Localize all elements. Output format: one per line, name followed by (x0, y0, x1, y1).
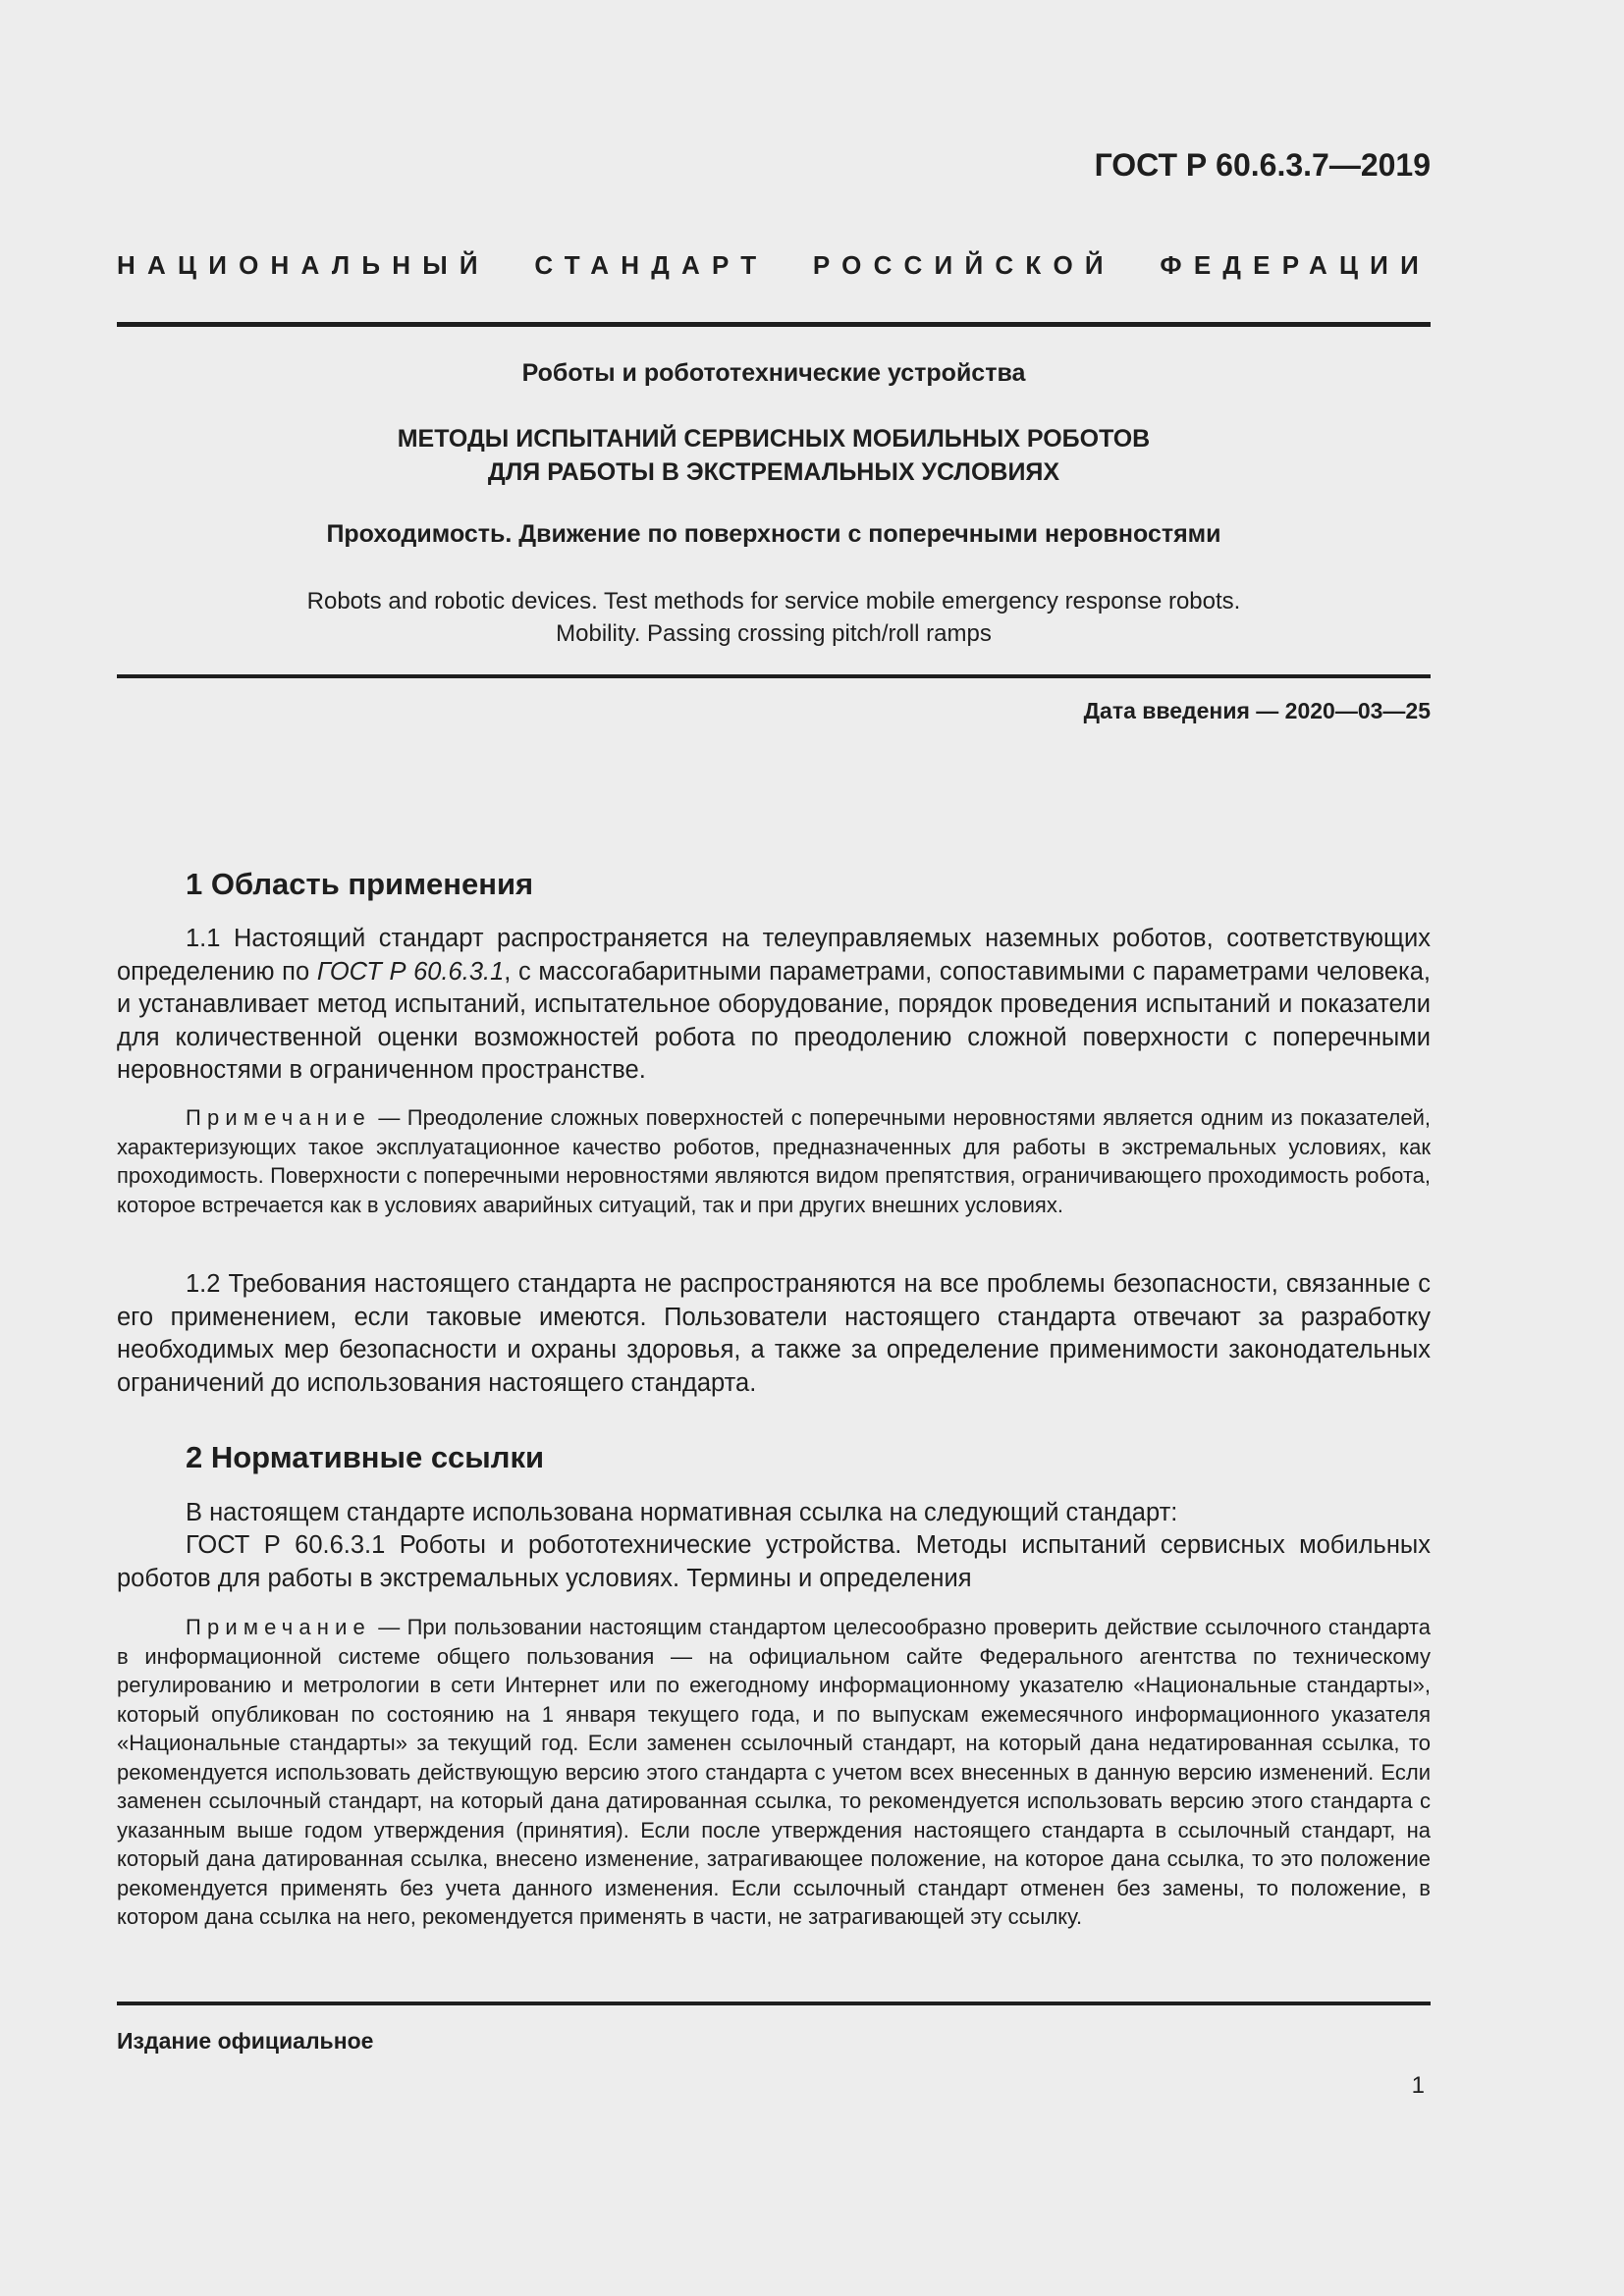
section-2-heading: 2 Нормативные ссылки (186, 1440, 545, 1474)
main-title-line-2: ДЛЯ РАБОТЫ В ЭКСТРЕМАЛЬНЫХ УСЛОВИЯХ (487, 458, 1060, 486)
main-title-line-1: МЕТОДЫ ИСПЫТАНИЙ СЕРВИСНЫХ МОБИЛЬНЫХ РОБОТОВ (397, 425, 1151, 453)
standard-reference-link: ГОСТ Р 60.6.3.1 (316, 957, 505, 986)
main-title (117, 422, 1431, 489)
paragraph-1-1-text-end: , с массогабаритными параметрами, сопоставимыми с параметрами человека, и устанавливает метод испытаний, испытательное оборудование, порядок проведения испытаний и показатели для количественной оценки возможностей робота по преодолению сложной поверхности с поперечными неровностями в ограниченном пространстве. (117, 957, 1431, 1084)
paragraph-1-2: 1.2 Требования настоящего стандарта не распространяются на все проблемы безопасности, связанные с его применением, если таковые имеются. Пользователи настоящего стандарта отвечают за разработку необходимых мер безопасности и охраны здоровья, а также за определение применимости законодательных ограничений до использования настоящего стандарта. (117, 1270, 1431, 1397)
section-1-heading: 1 Область применения (186, 867, 534, 901)
top-divider (117, 322, 1431, 327)
note-1-label: Примечание (186, 1105, 371, 1130)
english-title (117, 585, 1431, 650)
standard-number: ГОСТ Р 60.6.3.7—2019 (1094, 147, 1431, 183)
normative-reference-item: ГОСТ Р 60.6.3.1 Роботы и робототехнические устройства. Методы испытаний сервисных мобильных роботов для работы в экстремальных условиях. Термины и определения (117, 1531, 1431, 1592)
title-divider (117, 674, 1431, 678)
edition-label: Издание официальное (117, 2028, 374, 2054)
footer-divider (117, 2002, 1431, 2005)
paragraph-1-1 (117, 923, 1431, 1088)
page-number: 1 (1411, 2072, 1425, 2099)
introduction-date: Дата введения — 2020—03—25 (1083, 698, 1431, 723)
series-title: Роботы и робототехнические устройства (521, 359, 1026, 387)
english-title-line-1: Robots and robotic devices. Test methods for service mobile emergency response robots. (306, 588, 1241, 614)
national-standard-banner: НАЦИОНАЛЬНЫЙ СТАНДАРТ РОССИЙСКОЙ ФЕДЕРАЦИИ (117, 250, 1431, 280)
section-2-intro: В настоящем стандарте использована нормативная ссылка на следующий стандарт: (186, 1499, 1178, 1526)
note-1-text: — Преодоление сложных поверхностей с поперечными неровностями является одним из показателей, характеризующих такое эксплуатационное качество роботов, предназначенных для работы в экстремальных условиях, как проходимость. Поверхности с поперечными неровностями являются видом препятствия, ограничивающего проходимость робота, которое встречается как в условиях аварийных ситуаций, так и при других внешних условиях. (117, 1105, 1431, 1217)
note-1 (117, 1103, 1431, 1219)
note-2 (117, 1613, 1431, 1932)
note-2-label: Примечание (186, 1615, 371, 1639)
subtitle: Проходимость. Движение по поверхности с поперечными неровностями (326, 520, 1221, 548)
note-2-text: — При пользовании настоящим стандартом целесообразно проверить действие ссылочного стандарта в информационной системе общего пользования — на официальном сайте Федерального агентства по техническому регулированию и метрологии в сети Интернет или по ежегодному информационному указателю «Национальные стандарты», который опубликован по состоянию на 1 января текущего года, и по выпускам ежемесячного информационного указателя «Национальные стандарты» за текущий год. Если заменен ссылочный стандарт, на который дана недатированная ссылка, то рекомендуется использовать действующую версию этого стандарта с учетом всех внесенных в данную версию изменений. Если заменен ссылочный стандарт, на который дана датированная ссылка, то рекомендуется использовать версию этого стандарта с указанным выше годом утверждения (принятия). Если после утверждения настоящего стандарта в ссылочный стандарт, на который дана датированная ссылка, внесено изменение, затрагивающее положение, на которое дана ссылка, то это положение рекомендуется применять без учета данного изменения. Если ссылочный стандарт отменен без замены, то положение, в котором дана ссылка на него, рекомендуется применять в части, не затрагивающей эту ссылку. (117, 1615, 1431, 1929)
english-title-line-2: Mobility. Passing crossing pitch/roll ramps (556, 620, 992, 647)
paragraph-1-1-text-start: 1.1 Настоящий стандарт распространяется на телеуправляемых наземных роботов, соответствующих определению по (117, 925, 1431, 986)
